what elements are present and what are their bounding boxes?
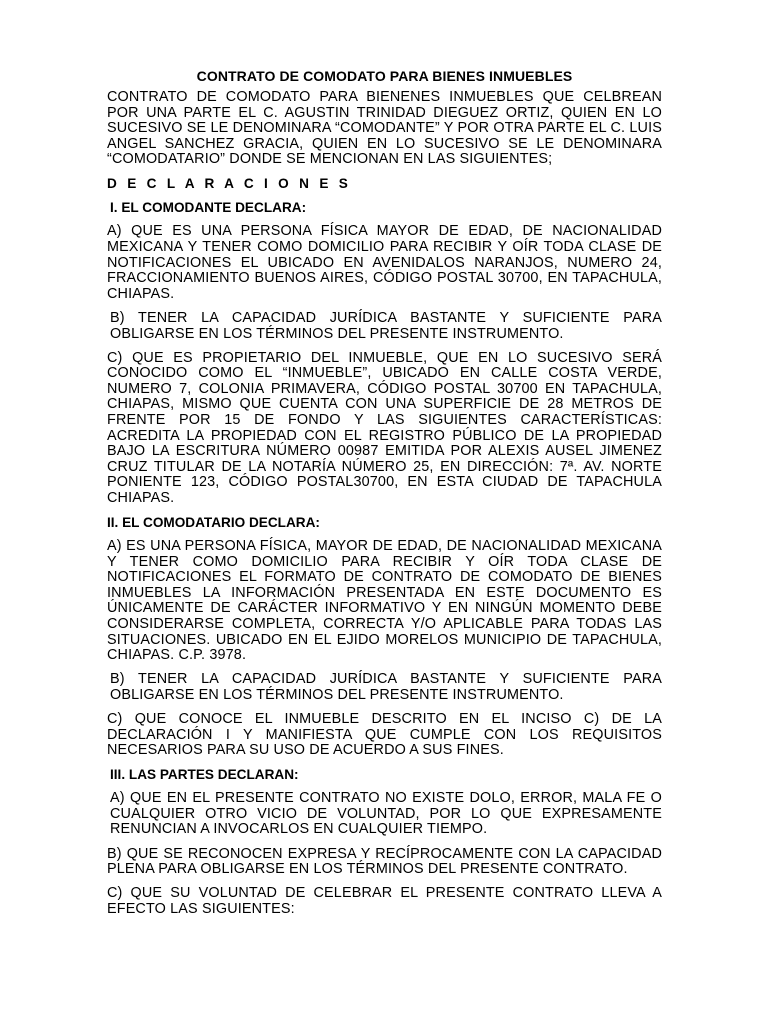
- declaraciones-heading: D E C L A R A C I O N E S: [107, 176, 352, 192]
- section-3-clause-b: B) QUE SE RECONOCEN EXPRESA Y RECÍPROCAMENTE CON LA CAPACIDAD PLENA PARA OBLIGARSE EN LOS TÉRMINOS DEL PRESENTE CONTRATO.: [107, 845, 662, 878]
- intro-paragraph: CONTRATO DE COMODATO PARA BIENENES INMUEBLES QUE CELBREAN POR UNA PARTE EL C. AGUSTIN TRINIDAD DIEGUEZ ORTIZ, QUIEN EN LO SUCESIVO SE LE DENOMINARA “COMODANTE” Y POR OTRA PARTE EL C. LUIS ANGEL SANCHEZ GRACIA, QUIEN EN LO SUCESIVO SE LE DENOMINARA “COMODATARIO” DONDE SE MENCIONAN EN LAS SIGUIENTES;: [107, 89, 662, 168]
- section-2-clause-c: C) QUE CONOCE EL INMUEBLE DESCRITO EN EL INCISO C) DE LA DECLARACIÓN I Y MANIFIESTA QUE CUMPLE CON LOS REQUISITOS NECESARIOS PARA SU USO DE ACUERDO A SUS FINES.: [107, 711, 662, 759]
- section-2-heading: II. EL COMODATARIO DECLARA:: [107, 515, 320, 531]
- section-1-heading: I. EL COMODANTE DECLARA:: [110, 200, 307, 216]
- section-3-clause-c: C) QUE SU VOLUNTAD DE CELEBRAR EL PRESENTE CONTRATO LLEVA A EFECTO LAS SIGUIENTES:: [107, 885, 662, 917]
- document-title: CONTRATO DE COMODATO PARA BIENES INMUEBLES: [196, 68, 573, 84]
- section-1-clause-a: A) QUE ES UNA PERSONA FÍSICA MAYOR DE EDAD, DE NACIONALIDAD MEXICANA Y TENER COMO DOMICILIO PARA RECIBIR Y OÍR TODA CLASE DE NOTIFICACIONES EL UBICADO EN AVENIDALOS NARANJOS, NUMERO 24, FRACCIONAMIENTO BUENOS AIRES, CÓDIGO POSTAL 30700, EN TAPACHULA, CHIAPAS.: [107, 223, 662, 302]
- section-2-clause-a: A) ES UNA PERSONA FÍSICA, MAYOR DE EDAD, DE NACIONALIDAD MEXICANA Y TENER COMO DOMICILIO PARA RECIBIR Y OÍR TODA CLASE DE NOTIFICACIONES EL FORMATO DE CONTRATO DE COMODATO DE BIENES INMUEBLES LA INFORMACIÓN PRESENTADA EN ESTE DOCUMENTO ES ÚNICAMENTE DE CARÁCTER INFORMATIVO Y EN NINGÚN MOMENTO DEBE CONSIDERARSE COMPLETA, CORRECTA Y/O APLICABLE PARA TODAS LAS SITUACIONES. UBICADO EN EL EJIDO MORELOS MUNICIPIO DE TAPACHULA, CHIAPAS. C.P. 3978.: [107, 538, 662, 664]
- section-1-clause-b: B) TENER LA CAPACIDAD JURÍDICA BASTANTE Y SUFICIENTE PARA OBLIGARSE EN LOS TÉRMINOS DEL PRESENTE INSTRUMENTO.: [110, 309, 662, 342]
- section-3-heading: III. LAS PARTES DECLARAN:: [110, 767, 299, 783]
- section-1-clause-c: C) QUE ES PROPIETARIO DEL INMUEBLE, QUE EN LO SUCESIVO SERÁ CONOCIDO COMO EL “INMUEBLE”, UBICADO EN CALLE COSTA VERDE, NUMERO 7, COLONIA PRIMAVERA, CÓDIGO POSTAL 30700 EN TAPACHULA, CHIAPAS, MISMO QUE CUENTA CON UNA SUPERFICIE DE 28 METROS DE FRENTE POR 15 DE FONDO Y LAS SIGUIENTES CARACTERÍSTICAS: ACREDITA LA PROPIEDAD CON EL REGISTRO PÚBLICO DE LA PROPIEDAD BAJO LA ESCRITURA NÚMERO 00987 EMITIDA POR ALEXIS AUSEL JIMENEZ CRUZ TITULAR DE LA NOTARÍA NÚMERO 25, EN DIRECCIÓN: 7ª. AV. NORTE PONIENTE 123, CÓDIGO POSTAL30700, EN ESTA CIUDAD DE TAPACHULA CHIAPAS.: [107, 349, 662, 506]
- section-3-clause-a: A) QUE EN EL PRESENTE CONTRATO NO EXISTE DOLO, ERROR, MALA FE O CUALQUIER OTRO VICIO DE VOLUNTAD, POR LO QUE EXPRESAMENTE RENUNCIAN A INVOCARLOS EN CUALQUIER TIEMPO.: [110, 790, 662, 838]
- section-2-clause-b: B) TENER LA CAPACIDAD JURÍDICA BASTANTE Y SUFICIENTE PARA OBLIGARSE EN LOS TÉRMINOS DEL PRESENTE INSTRUMENTO.: [110, 671, 662, 703]
